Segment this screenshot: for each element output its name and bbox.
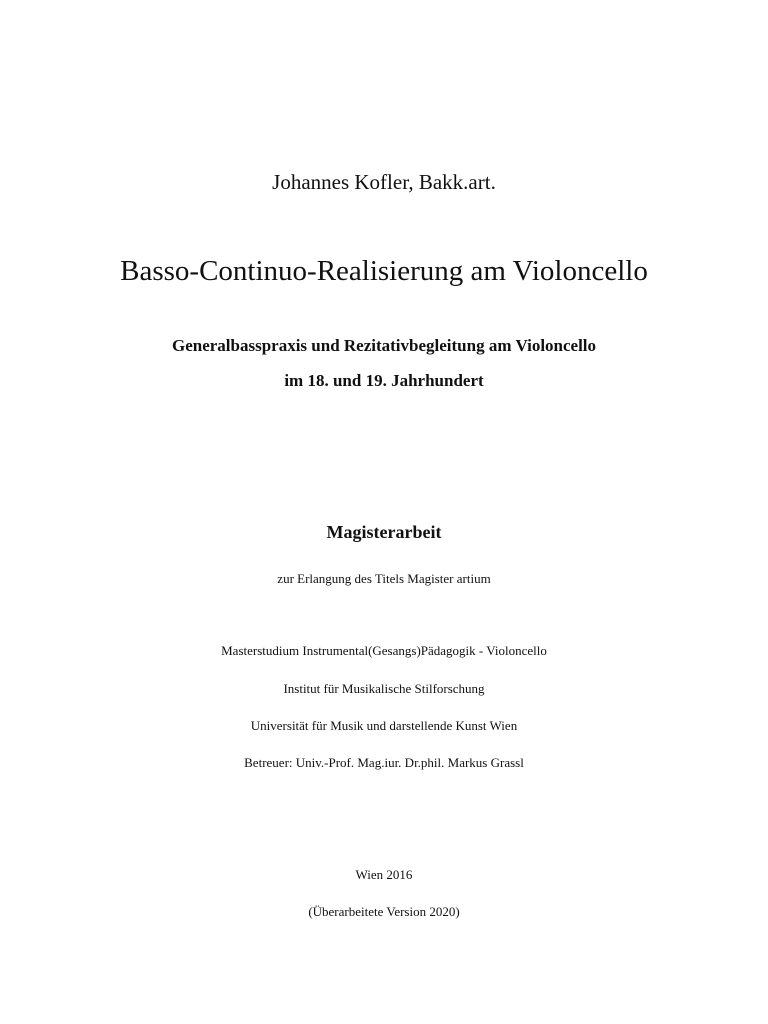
degree-purpose: zur Erlangung des Titels Magister artium <box>277 571 491 586</box>
university: Universität für Musik und darstellende Kunst Wien <box>250 718 518 733</box>
subtitle-line-1: Generalbasspraxis und Rezitativbegleitung am Violoncello <box>171 336 597 355</box>
advisor: Betreuer: Univ.-Prof. Mag.iur. Dr.phil. Markus Grassl <box>244 755 524 770</box>
thesis-type: Magisterarbeit <box>326 522 442 542</box>
place-year: Wien 2016 <box>355 867 413 882</box>
subtitle-line-2: im 18. und 19. Jahrhundert <box>284 371 484 390</box>
revision-note: (Überarbeitete Version 2020) <box>308 904 460 919</box>
study-program: Masterstudium Instrumental(Gesangs)Pädagogik - Violoncello <box>221 643 547 658</box>
thesis-title: Basso-Continuo-Realisierung am Violoncello <box>120 255 648 287</box>
author-name: Johannes Kofler, Bakk.art. <box>272 170 496 194</box>
institute: Institut für Musikalische Stilforschung <box>283 681 485 696</box>
